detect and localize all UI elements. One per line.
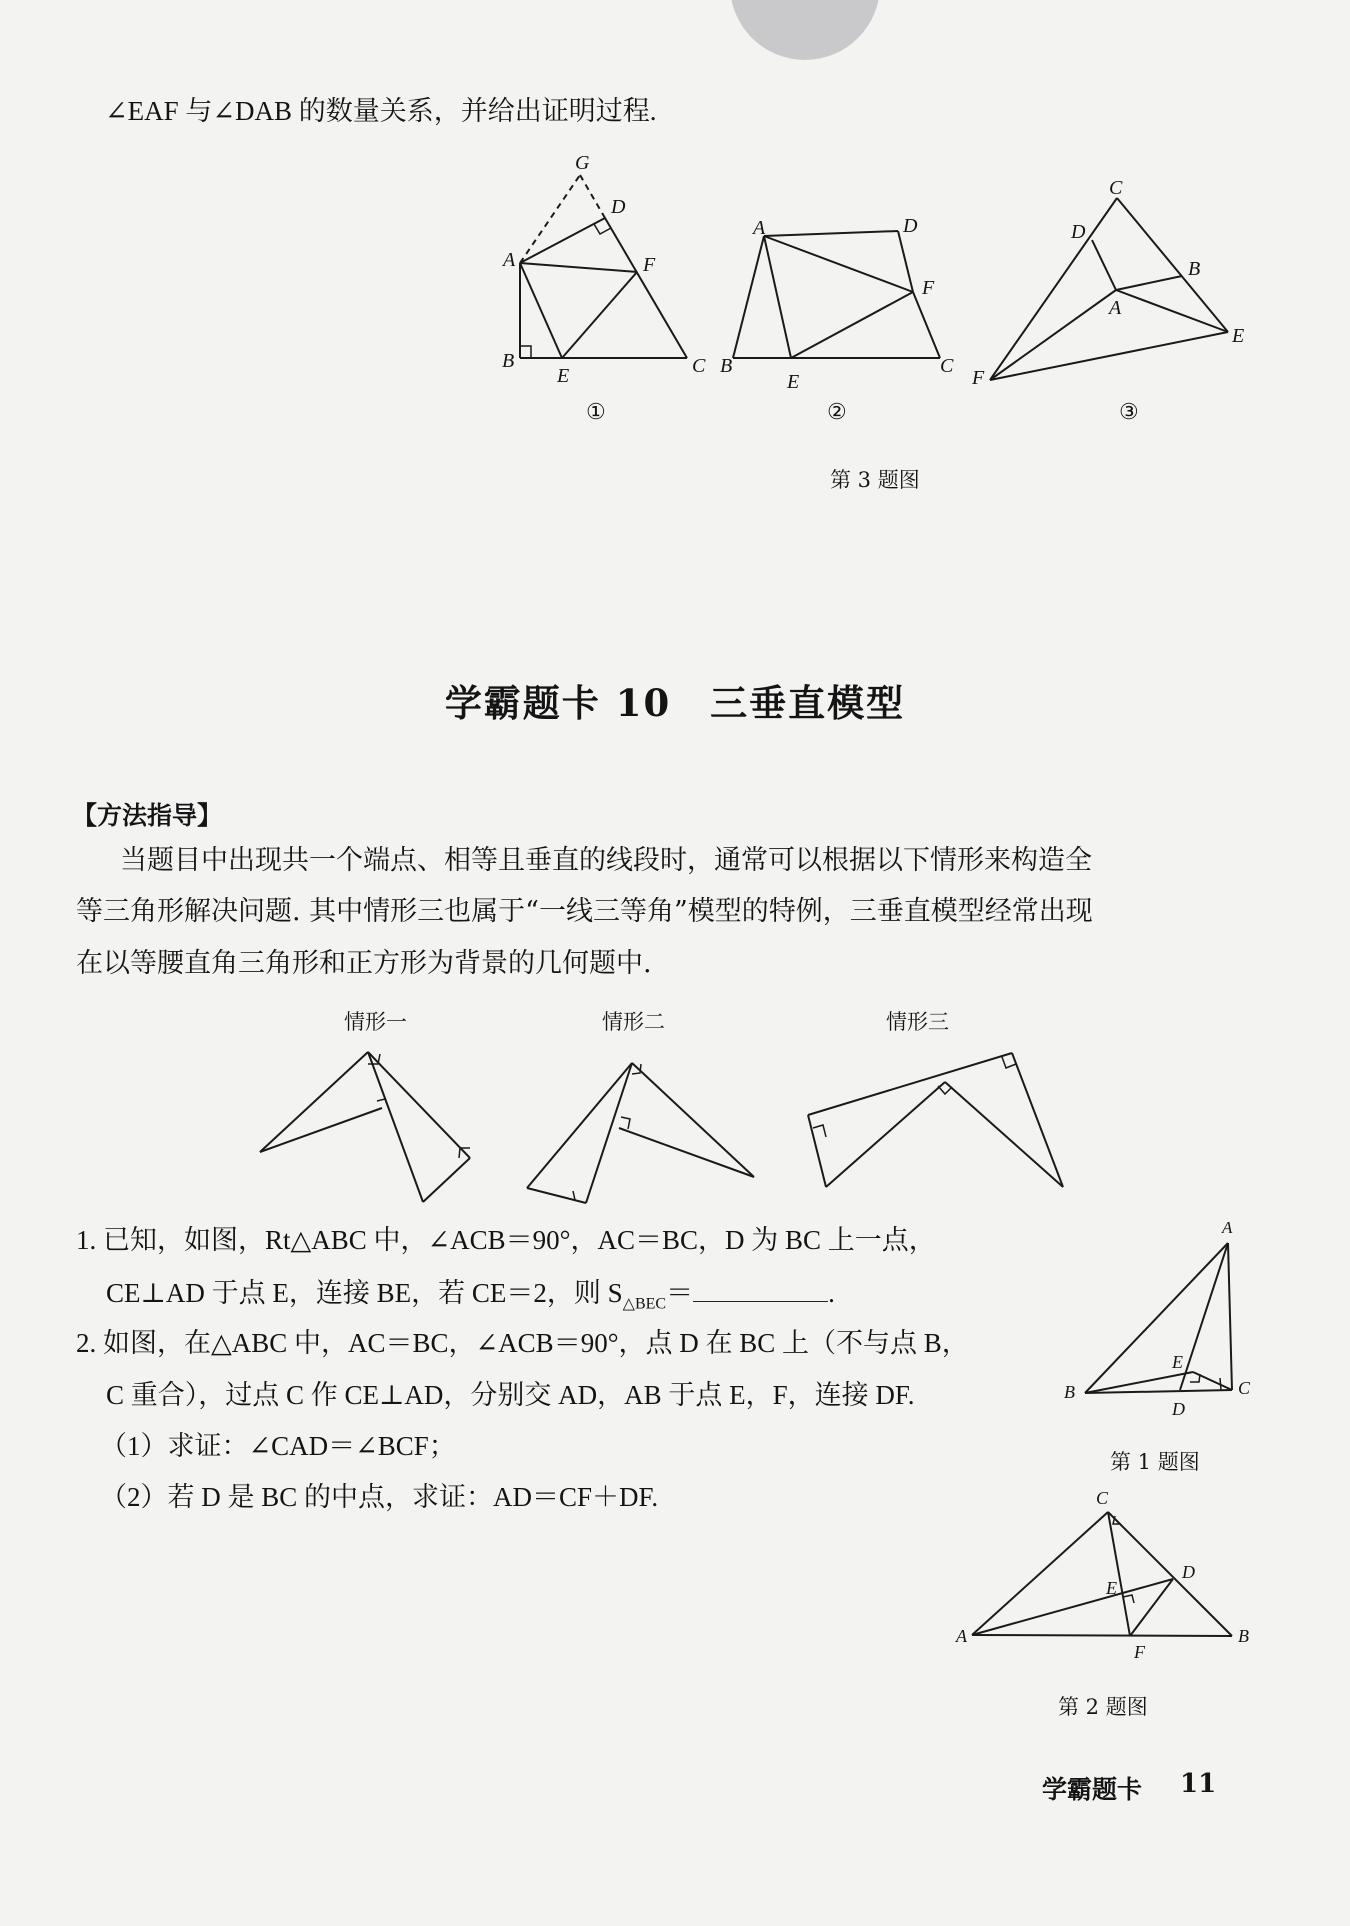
q1-subscript: △BEC <box>622 1295 667 1313</box>
fig3-number-3: ③ <box>1119 400 1139 425</box>
q1-text: CE⊥AD 于点 E，连接 BE，若 CE＝2，则 S <box>106 1278 623 1308</box>
q1-period: . <box>828 1278 835 1308</box>
point-label: D <box>903 215 918 237</box>
q2-line-1: 2. 如图，在△ABC 中，AC＝BC，∠ACB＝90°，点 D 在 BC 上（不与点 B， <box>76 1328 969 1358</box>
point-label: B <box>1238 1626 1249 1646</box>
point-label: D <box>1172 1399 1185 1419</box>
fig3-diagram-1 <box>520 175 687 358</box>
q1-answer-blank[interactable] <box>693 1279 828 1302</box>
fig3-diagram-3 <box>990 198 1228 380</box>
point-label: F <box>922 277 935 299</box>
q1-line-2 <box>106 1279 835 1317</box>
case-3-diagram <box>808 1053 1063 1187</box>
q1-diagram <box>1085 1243 1232 1393</box>
method-line-3: 在以等腰直角三角形和正方形为背景的几何题中. <box>76 948 652 979</box>
point-label: E <box>1172 1352 1183 1372</box>
q2-figure-caption: 第 2 题图 <box>1058 1695 1148 1719</box>
point-label: B <box>502 350 515 372</box>
point-label: D <box>1071 221 1086 243</box>
page-number: 11 <box>1180 1769 1217 1799</box>
q2-part-1: （1）求证：∠CAD＝∠BCF； <box>100 1431 456 1461</box>
point-label: E <box>557 365 570 387</box>
case-1-label: 情形一 <box>344 1010 407 1034</box>
point-label: F <box>1134 1642 1145 1662</box>
point-label: C <box>1096 1488 1109 1508</box>
point-label: E <box>1106 1578 1117 1598</box>
case-1-diagram <box>260 1052 470 1202</box>
continued-question-line: ∠EAF 与∠DAB 的数量关系，并给出证明过程. <box>105 96 657 126</box>
point-label: F <box>972 367 985 389</box>
method-heading: 【方法指导】 <box>72 801 223 830</box>
method-line-2: 等三角形解决问题. 其中情形三也属于“一线三等角”模型的特例，三垂直模型经常出现 <box>76 896 1093 927</box>
case-2-label: 情形二 <box>602 1010 665 1034</box>
point-label: B <box>720 355 733 377</box>
footer-text: 学霸题卡 <box>1042 1775 1143 1804</box>
point-label: E <box>1232 325 1245 347</box>
fig3-caption: 第 3 题图 <box>830 468 920 492</box>
q1-equals: ＝ <box>666 1278 694 1308</box>
fig3-diagram-2 <box>733 231 940 358</box>
point-label: C <box>940 355 954 377</box>
page-title: 学霸题卡 10 三垂直模型 <box>444 681 906 725</box>
point-label: B <box>1188 258 1201 280</box>
q1-figure-caption: 第 1 题图 <box>1110 1450 1200 1474</box>
point-label: C <box>692 355 706 377</box>
point-label: F <box>643 254 656 276</box>
q1-line-1: 1. 已知，如图，Rt△ABC 中，∠ACB＝90°，AC＝BC，D 为 BC 上一点， <box>76 1225 936 1255</box>
point-label: D <box>1182 1562 1195 1582</box>
fig3-number-2: ② <box>827 400 847 425</box>
point-label: A <box>1222 1218 1233 1237</box>
point-label: C <box>1238 1378 1251 1398</box>
case-2-diagram <box>527 1063 754 1203</box>
method-line-1: 当题目中出现共一个端点、相等且垂直的线段时，通常可以根据以下情形来构造全 <box>120 845 1092 876</box>
point-label: A <box>503 249 516 271</box>
point-label: A <box>753 217 766 239</box>
point-label: A <box>1109 297 1122 319</box>
q2-part-2: （2）若 D 是 BC 的中点，求证：AD＝CF＋DF. <box>100 1482 659 1512</box>
point-label: E <box>787 371 800 393</box>
q2-line-2: C 重合），过点 C 作 CE⊥AD，分别交 AD，AB 于点 E，F，连接 DF. <box>106 1380 915 1410</box>
case-3-label: 情形三 <box>886 1010 949 1034</box>
fig3-number-1: ① <box>586 400 606 425</box>
point-label: A <box>956 1626 967 1646</box>
point-label: C <box>1109 177 1123 199</box>
point-label: G <box>575 152 590 174</box>
point-label: D <box>611 196 626 218</box>
point-label: B <box>1064 1382 1075 1402</box>
